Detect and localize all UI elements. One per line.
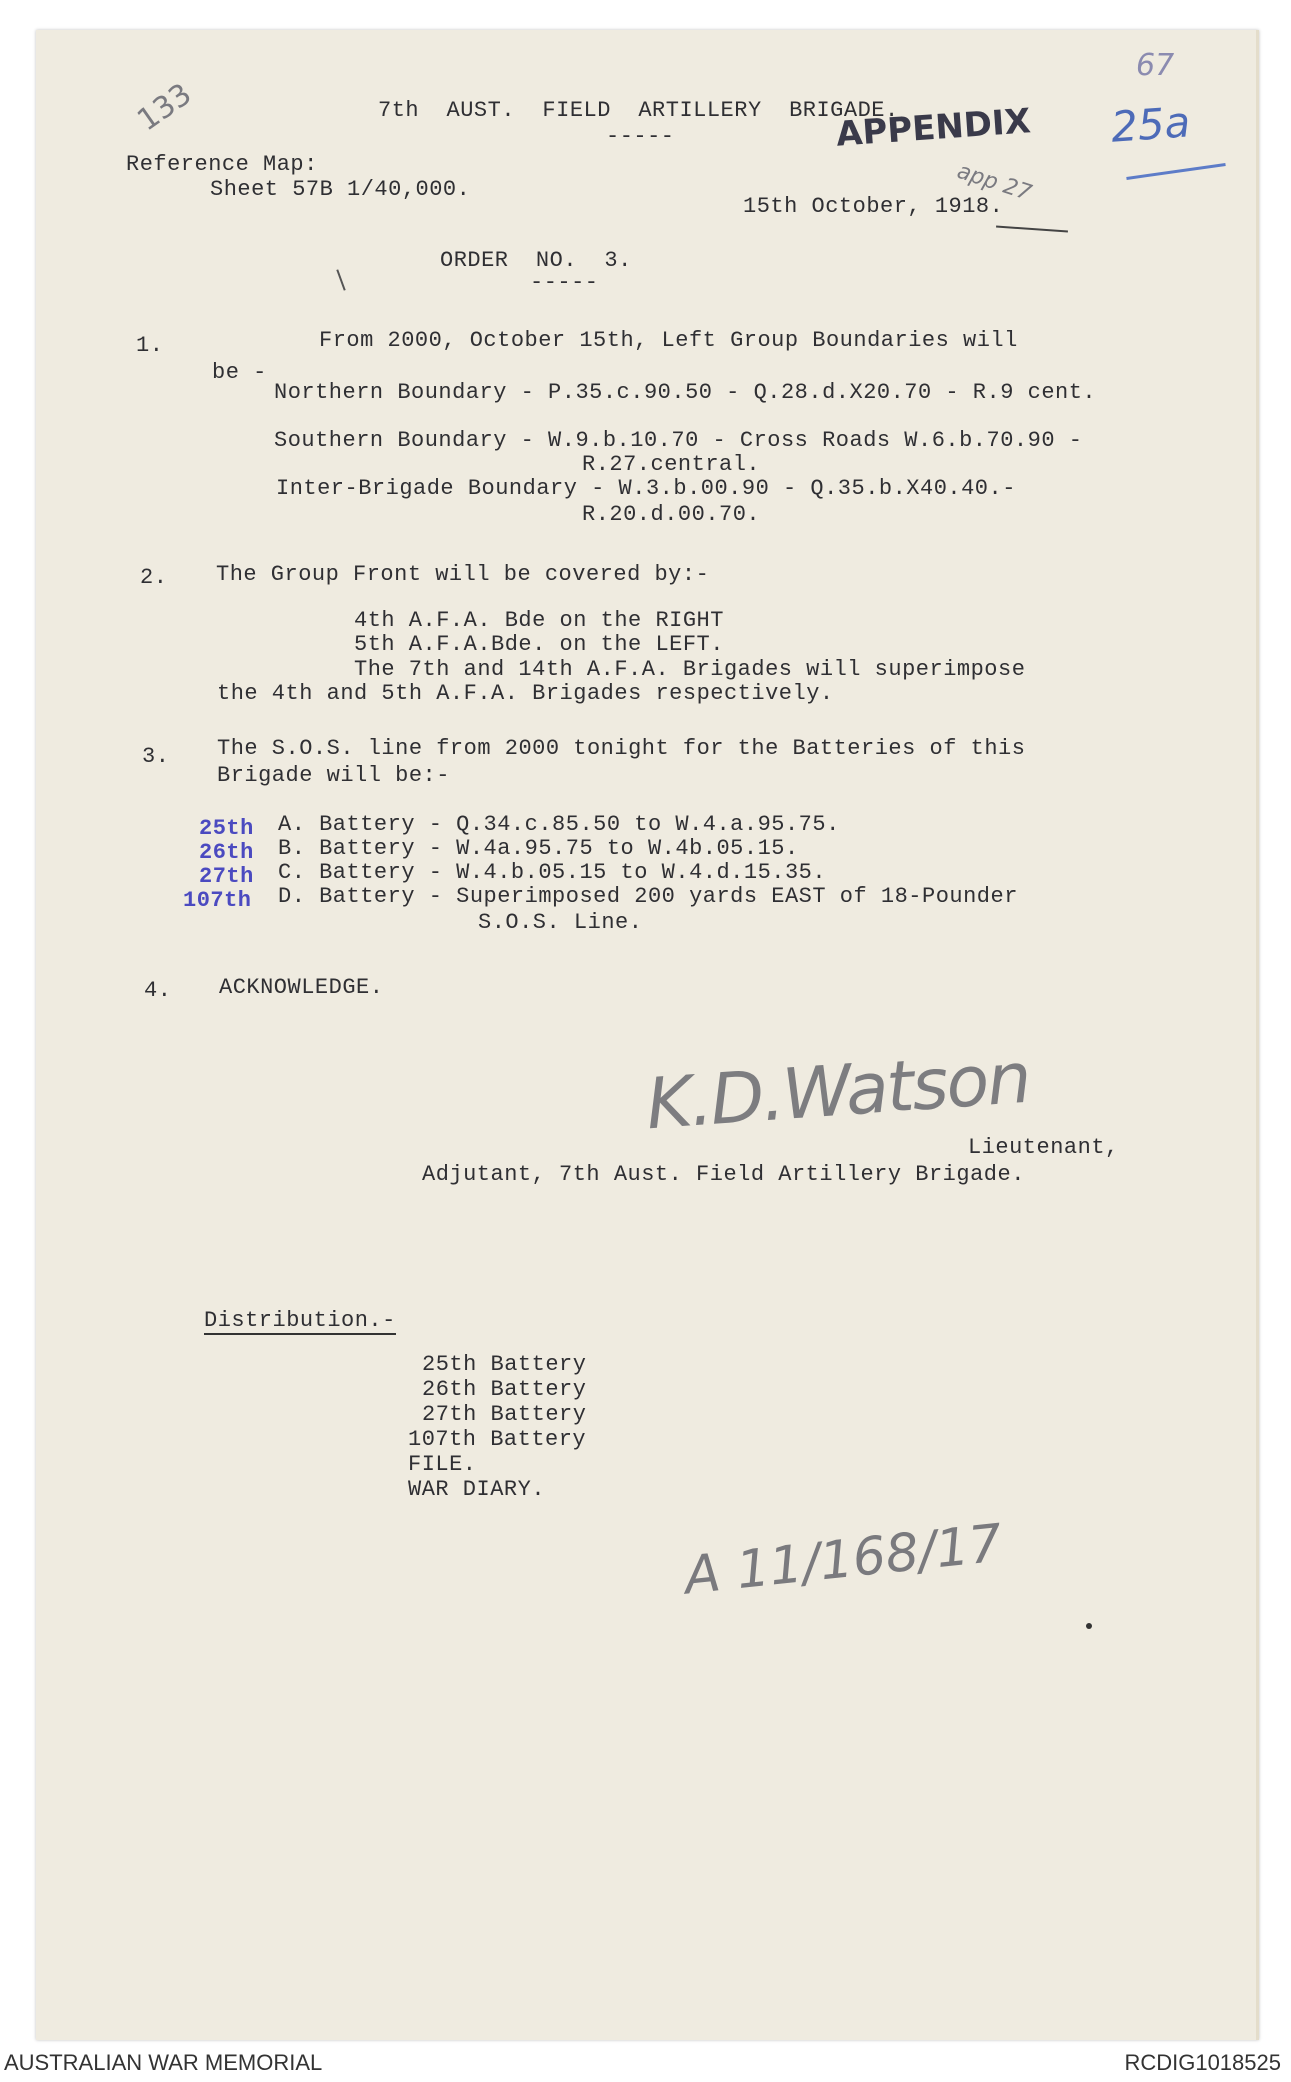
para-1-line-1: From 2000, October 15th, Left Group Boundaries will <box>319 328 1018 353</box>
acknowledge: ACKNOWLEDGE. <box>219 975 384 1000</box>
reference-map-value: Sheet 57B 1/40,000. <box>210 177 471 202</box>
battery-a-line: A. Battery - Q.34.c.85.50 to W.4.a.95.75. <box>278 812 840 837</box>
northern-boundary: Northern Boundary - P.35.c.90.50 - Q.28.d.X20.70 - R.9 cent. <box>274 380 1097 405</box>
reference-map-label: Reference Map: <box>126 152 318 177</box>
distribution-item: 26th Battery <box>422 1377 587 1402</box>
order-number: ORDER NO. 3. <box>440 248 632 273</box>
order-date: 15th October, 1918. <box>743 194 1004 219</box>
battery-b-line: B. Battery - W.4a.95.75 to W.4b.05.15. <box>278 836 799 861</box>
battery-c-line: C. Battery - W.4.b.05.15 to W.4.d.15.35. <box>278 860 827 885</box>
para-2-line-4: The 7th and 14th A.F.A. Brigades will superimpose <box>354 657 1026 682</box>
para-3-number: 3. <box>142 744 170 769</box>
date-underline <box>996 225 1068 232</box>
signature-title: Adjutant, 7th Aust. Field Artillery Brigade. <box>422 1162 1025 1187</box>
document-page <box>36 30 1259 2040</box>
para-3-line-1: The S.O.S. line from 2000 tonight for the Batteries of this <box>217 736 1026 761</box>
battery-ink-107th: 107th <box>183 888 252 913</box>
para-1-number: 1. <box>136 333 164 358</box>
battery-ink-26th: 26th <box>199 840 254 865</box>
southern-boundary: Southern Boundary - W.9.b.10.70 - Cross Roads W.6.b.70.90 - <box>274 428 1083 453</box>
battery-d-line: D. Battery - Superimposed 200 yards EAST of 18-Pounder <box>278 884 1018 909</box>
appendix-stamp: APPENDIX <box>834 101 1033 155</box>
southern-boundary-cont: R.27.central. <box>582 452 761 477</box>
right-brigade: 4th A.F.A. Bde on the RIGHT <box>354 608 724 633</box>
distribution-heading: Distribution.- <box>204 1308 396 1333</box>
inter-brigade-boundary-cont: R.20.d.00.70. <box>582 502 761 527</box>
para-2-line-1: The Group Front will be covered by:- <box>216 562 710 587</box>
appendix-number: 25a <box>1109 97 1192 152</box>
para-1-line-2: be - <box>212 360 267 385</box>
battery-ink-27th: 27th <box>199 864 254 889</box>
inter-brigade-boundary: Inter-Brigade Boundary - W.3.b.00.90 - Q.35.b.X40.40.- <box>276 476 1016 501</box>
distribution-item: WAR DIARY. <box>408 1477 546 1502</box>
battery-d-cont: S.O.S. Line. <box>478 910 643 935</box>
footer-record-id: RCDIG1018525 <box>1124 2050 1281 2075</box>
left-brigade: 5th A.F.A.Bde. on the LEFT. <box>354 632 724 657</box>
distribution-item: 107th Battery <box>408 1427 587 1452</box>
signature-rank: Lieutenant, <box>968 1135 1119 1160</box>
order-rule: ----- <box>530 270 599 295</box>
para-2-line-5: the 4th and 5th A.F.A. Brigades respectively. <box>217 681 834 706</box>
pencil-tick <box>336 269 345 290</box>
distribution-item: 25th Battery <box>422 1352 587 1377</box>
distribution-item: 27th Battery <box>422 1402 587 1427</box>
ink-dot <box>1086 1623 1092 1629</box>
corner-number: 67 <box>1136 48 1175 83</box>
para-3-line-2: Brigade will be:- <box>217 763 450 788</box>
distribution-item: FILE. <box>408 1452 477 1477</box>
app-note: app 27 <box>954 158 1035 207</box>
handwritten-signature: K.D.Watson <box>643 1036 1033 1146</box>
battery-ink-25th: 25th <box>199 816 254 841</box>
para-4-number: 4. <box>144 978 172 1003</box>
brigade-title: 7th AUST. FIELD ARTILLERY BRIGADE. <box>378 98 899 123</box>
appendix-underline <box>1126 163 1225 180</box>
footer-institution: AUSTRALIAN WAR MEMORIAL <box>4 2050 323 2075</box>
title-rule: ----- <box>606 124 675 149</box>
pencil-page-number: 133 <box>131 76 199 139</box>
archive-reference: A 11/168/17 <box>681 1513 1005 1607</box>
para-2-number: 2. <box>140 565 168 590</box>
